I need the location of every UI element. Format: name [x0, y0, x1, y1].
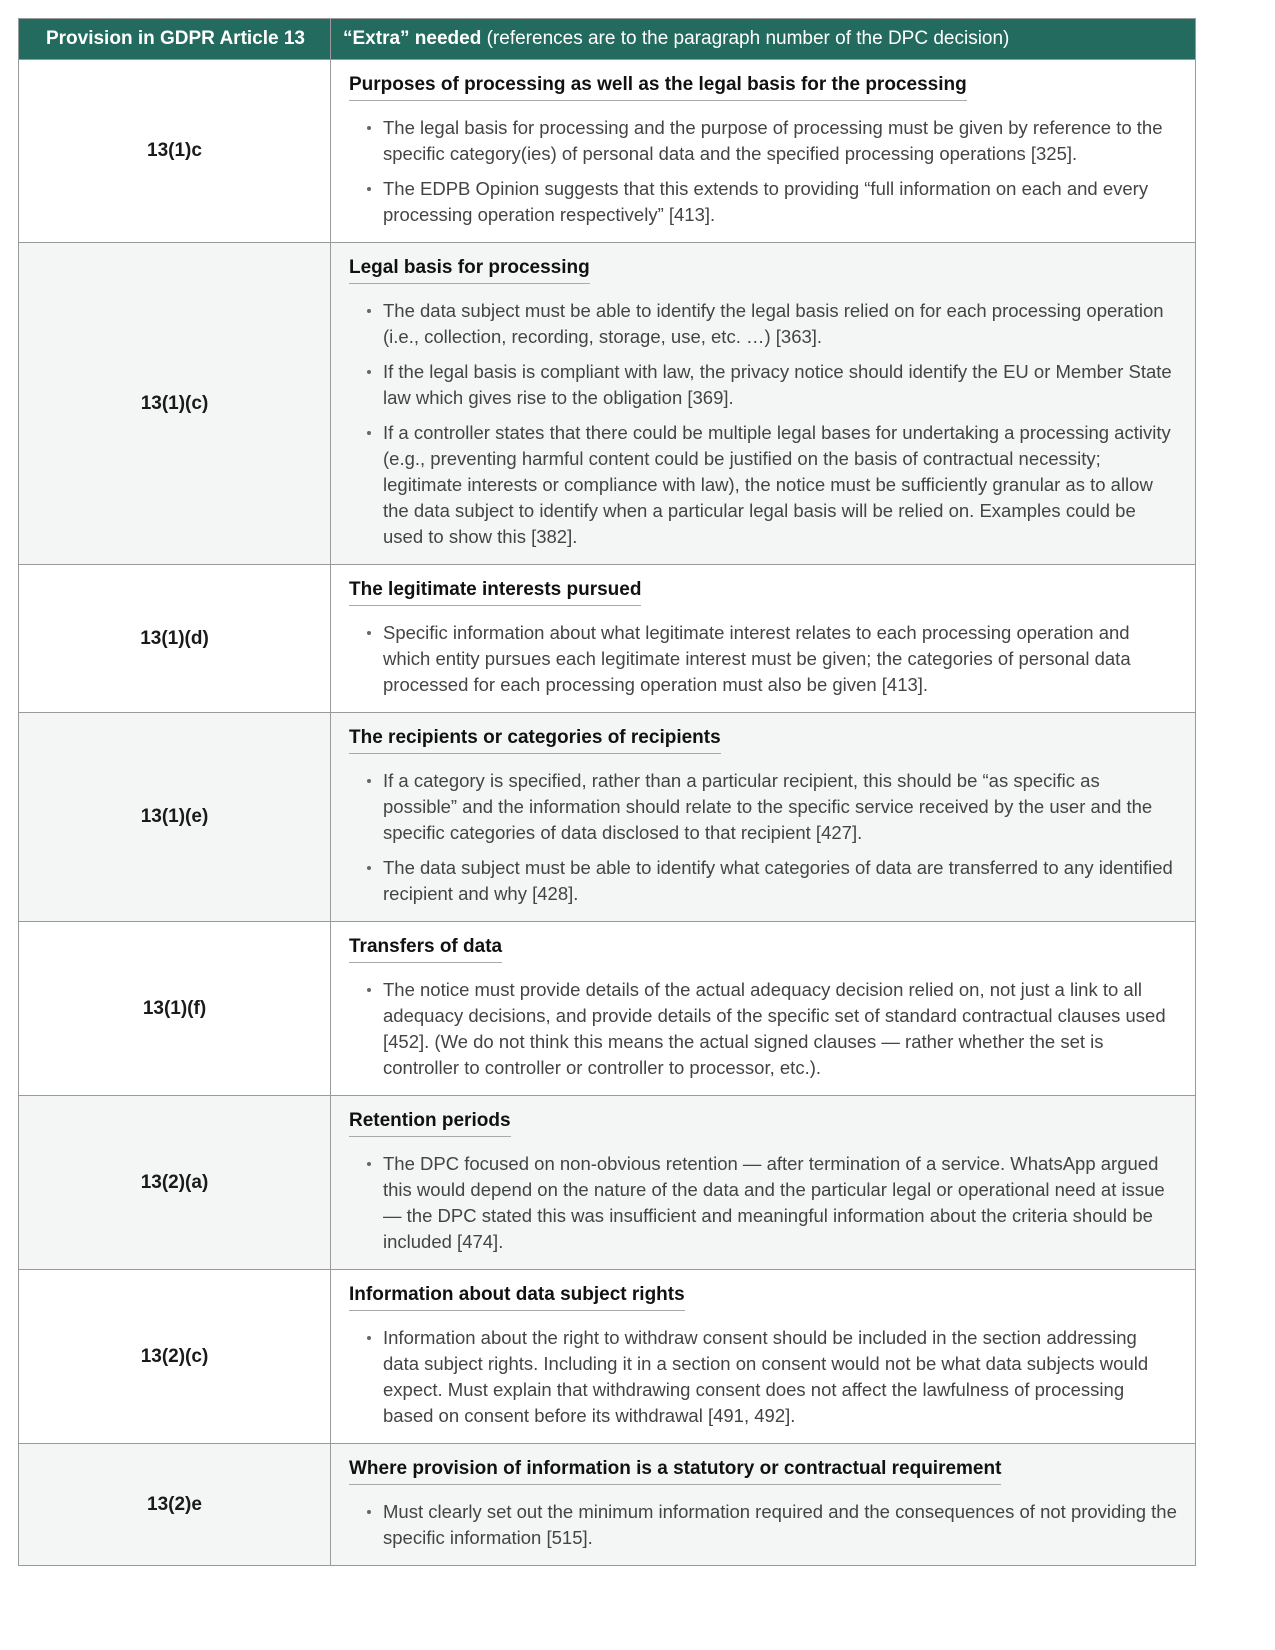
bullet-item: Specific information about what legitimate interest relates to each processing operation and which entity pursues each legitimate interest must be given; the categories of personal data processed for each processing operation must also be given [413].: [365, 620, 1177, 698]
table-row: [19, 565, 1196, 713]
column-header-extra-needed: [331, 19, 1196, 60]
extra-needed-cell: [331, 922, 1196, 1096]
table-row: [19, 243, 1196, 565]
gdpr-article-13-table: [18, 18, 1196, 1566]
section-title: Where provision of information is a statutory or contractual requirement: [349, 1458, 1001, 1485]
bullet-item: The data subject must be able to identify the legal basis relied on for each processing operation (i.e., collection, recording, storage, use, etc. …) [363].: [365, 298, 1177, 350]
section-title: The recipients or categories of recipients: [349, 727, 721, 754]
bullet-item: Must clearly set out the minimum information required and the consequences of not providing the specific information [515].: [365, 1499, 1177, 1551]
bullet-item: Information about the right to withdraw consent should be included in the section addressing data subject rights. Including it in a section on consent would not be what data subjects would expect. Must explain that withdrawing consent does not affect the lawfulness of processing based on consent before its withdrawal [491, 492].: [365, 1325, 1177, 1429]
extra-needed-cell: [331, 1270, 1196, 1444]
table-row: [19, 1096, 1196, 1270]
extra-needed-cell: [331, 60, 1196, 243]
extra-needed-cell: [331, 1096, 1196, 1270]
provision-cell: 13(1)(f): [19, 922, 331, 1096]
table-row: [19, 922, 1196, 1096]
column-header-provision: Provision in GDPR Article 13: [19, 19, 331, 60]
bullet-item: The legal basis for processing and the purpose of processing must be given by reference to the specific category(ies) of personal data and the specified processing operations [325].: [365, 115, 1177, 167]
extra-needed-cell: [331, 243, 1196, 565]
section-title: Information about data subject rights: [349, 1284, 685, 1311]
bullet-item: If the legal basis is compliant with law, the privacy notice should identify the EU or Member State law which gives rise to the obligation [369].: [365, 359, 1177, 411]
column-header-extra-needed-note: (references are to the paragraph number of the DPC decision): [481, 28, 1010, 49]
bullet-item: The notice must provide details of the actual adequacy decision relied on, not just a link to all adequacy decisions, and provide details of the specific set of standard contractual clauses used [452]. (We do not think this means the actual signed clauses — rather whether the set is controller to controller or controller to processor, etc.).: [365, 977, 1177, 1081]
section-title: Purposes of processing as well as the legal basis for the processing: [349, 74, 967, 101]
bullet-list: [349, 1499, 1177, 1551]
column-header-extra-needed-strong: “Extra” needed: [343, 28, 482, 49]
section-title: The legitimate interests pursued: [349, 579, 641, 606]
provision-cell: 13(2)(a): [19, 1096, 331, 1270]
provision-cell: 13(1)(c): [19, 243, 331, 565]
provision-cell: 13(1)(e): [19, 713, 331, 922]
provision-cell: 13(1)(d): [19, 565, 331, 713]
bullet-item: If a category is specified, rather than a particular recipient, this should be “as specific as possible” and the information should relate to the specific service received by the user and the specific categories of data disclosed to that recipient [427].: [365, 768, 1177, 846]
bullet-list: [349, 977, 1177, 1081]
bullet-item: The DPC focused on non-obvious retention — after termination of a service. WhatsApp argued this would depend on the nature of the data and the particular legal or operational need at issue — the DPC stated this was insufficient and meaningful information about the criteria should be included [474].: [365, 1151, 1177, 1255]
bullet-item: If a controller states that there could be multiple legal bases for undertaking a processing activity (e.g., preventing harmful content could be justified on the basis of contractual necessity; legitimate interests or compliance with law), the notice must be sufficiently granular as to allow the data subject to identify when a particular legal basis will be relied on. Examples could be used to show this [382].: [365, 420, 1177, 550]
table-row: [19, 713, 1196, 922]
bullet-list: [349, 298, 1177, 550]
provision-cell: 13(2)(c): [19, 1270, 331, 1444]
provision-cell: 13(1)c: [19, 60, 331, 243]
table-row: [19, 1444, 1196, 1566]
gdpr-article-13-table-container: [18, 18, 1195, 1566]
bullet-item: The data subject must be able to identify what categories of data are transferred to any identified recipient and why [428].: [365, 855, 1177, 907]
extra-needed-cell: [331, 713, 1196, 922]
bullet-list: [349, 1325, 1177, 1429]
provision-cell: 13(2)e: [19, 1444, 331, 1566]
section-title: Retention periods: [349, 1110, 511, 1137]
section-title: Legal basis for processing: [349, 257, 590, 284]
bullet-list: [349, 768, 1177, 907]
bullet-item: The EDPB Opinion suggests that this extends to providing “full information on each and every processing operation respectively” [413].: [365, 176, 1177, 228]
table-row: [19, 60, 1196, 243]
bullet-list: [349, 115, 1177, 228]
extra-needed-cell: [331, 1444, 1196, 1566]
bullet-list: [349, 1151, 1177, 1255]
section-title: Transfers of data: [349, 936, 502, 963]
table-row: [19, 1270, 1196, 1444]
bullet-list: [349, 620, 1177, 698]
extra-needed-cell: [331, 565, 1196, 713]
table-header-row: [19, 19, 1196, 60]
